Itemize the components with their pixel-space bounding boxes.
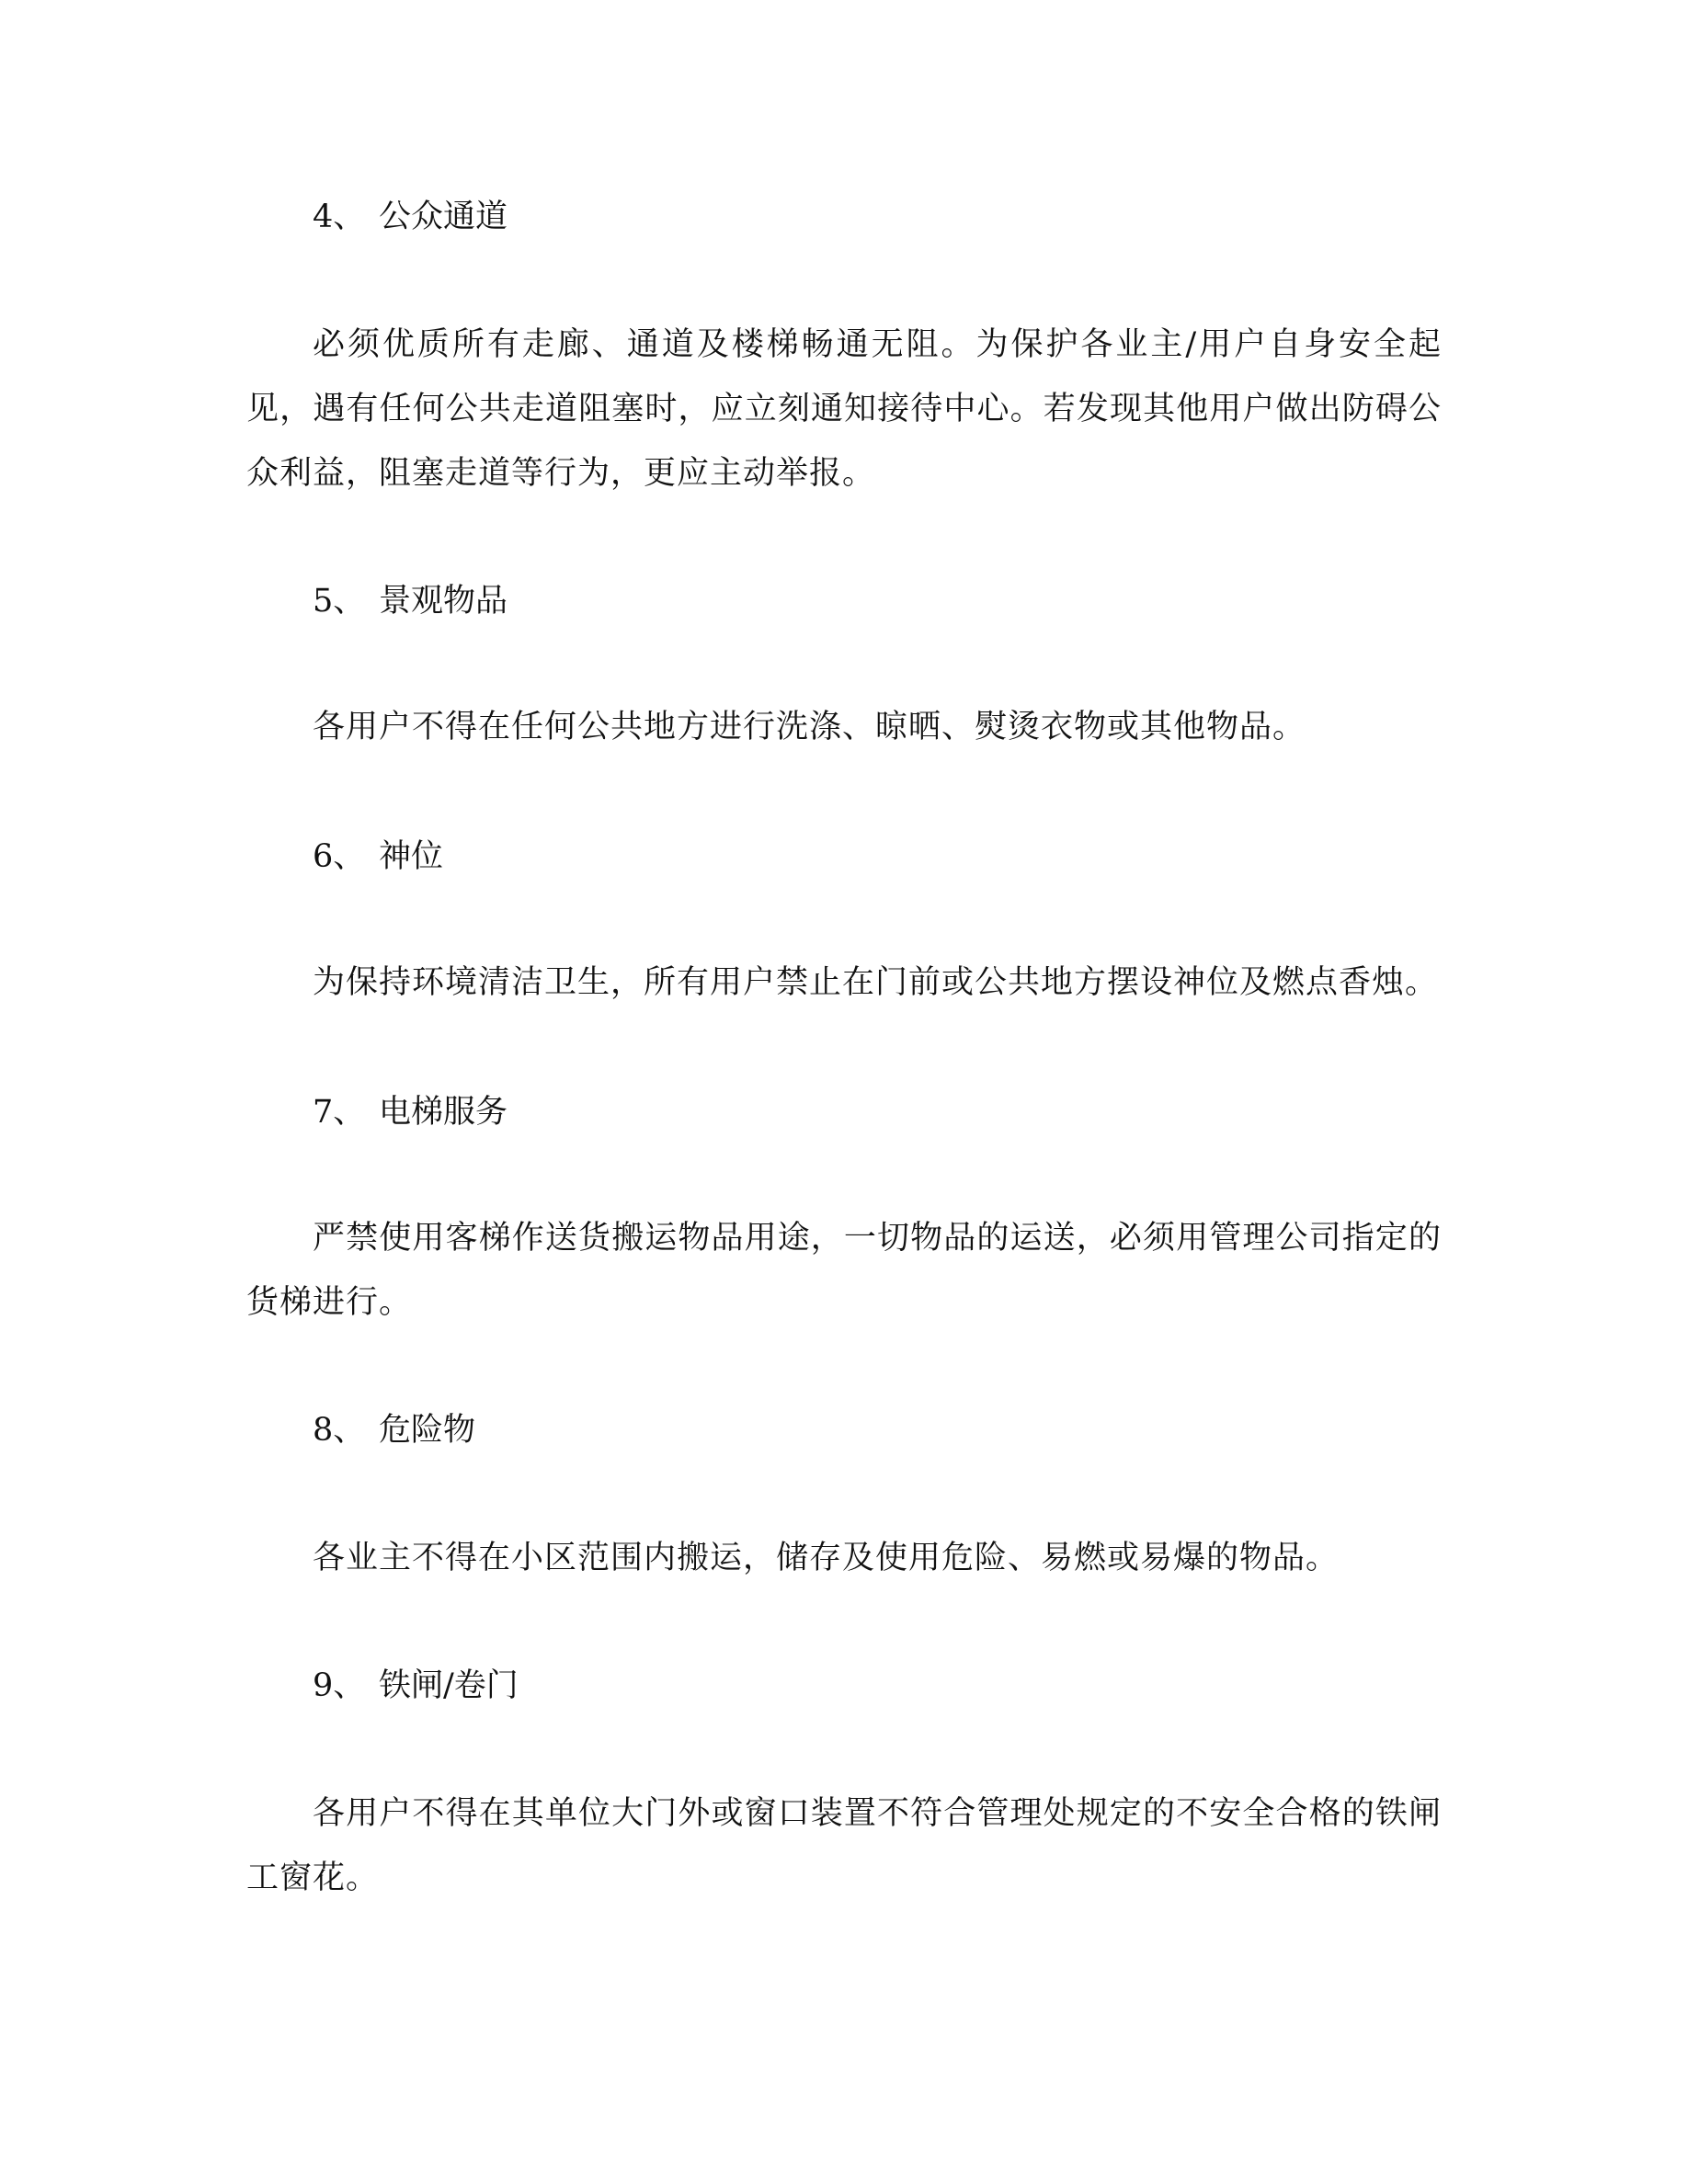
- section-title: 公众通道: [379, 199, 508, 235]
- section-number: 5、: [313, 583, 366, 620]
- section-heading-8: [313, 1410, 475, 1450]
- section-heading-6: [313, 836, 443, 877]
- section-title: 景观物品: [379, 583, 508, 620]
- section-body-6: 为保持环境清洁卫生，所有用户禁止在门前或公共地方摆设神位及燃点香烛。: [313, 964, 1439, 1001]
- section-title: 危险物: [379, 1412, 476, 1449]
- section-body-9: 各用户不得在其单位大门外或窗口装置不符合管理处规定的不安全合格的铁闸工窗花。: [246, 1795, 1442, 1896]
- section-number: 7、: [313, 1094, 366, 1131]
- section-number: 9、: [313, 1667, 366, 1704]
- section-number: 6、: [313, 838, 366, 875]
- section-title: 电梯服务: [379, 1094, 508, 1131]
- section-heading-9: [313, 1666, 519, 1706]
- section-body-5: 各用户不得在任何公共地方进行洗涤、晾晒、熨烫衣物或其他物品。: [313, 709, 1306, 745]
- section-number: 4、: [313, 199, 366, 235]
- section-body-8: 各业主不得在小区范围内搬运，储存及使用危险、易燃或易爆的物品。: [313, 1540, 1340, 1576]
- section-title: 神位: [379, 838, 444, 875]
- section-body-7: 严禁使用客梯作送货搬运物品用途，一切物品的运送，必须用管理公司指定的货梯进行。: [246, 1220, 1442, 1321]
- section-number: 8、: [313, 1412, 366, 1449]
- section-heading-5: [313, 581, 508, 621]
- section-body-4: 必须优质所有走廊、通道及楼梯畅通无阻。为保护各业主/用户自身安全起见，遇有任何公共走道阻塞时，应立刻通知接待中心。若发现其他用户做出防碍公众利益，阻塞走道等行为，更应主动举报。: [246, 326, 1442, 492]
- section-title: 铁闸/卷门: [379, 1667, 519, 1704]
- section-heading-7: [313, 1092, 508, 1132]
- section-heading-4: [313, 197, 508, 237]
